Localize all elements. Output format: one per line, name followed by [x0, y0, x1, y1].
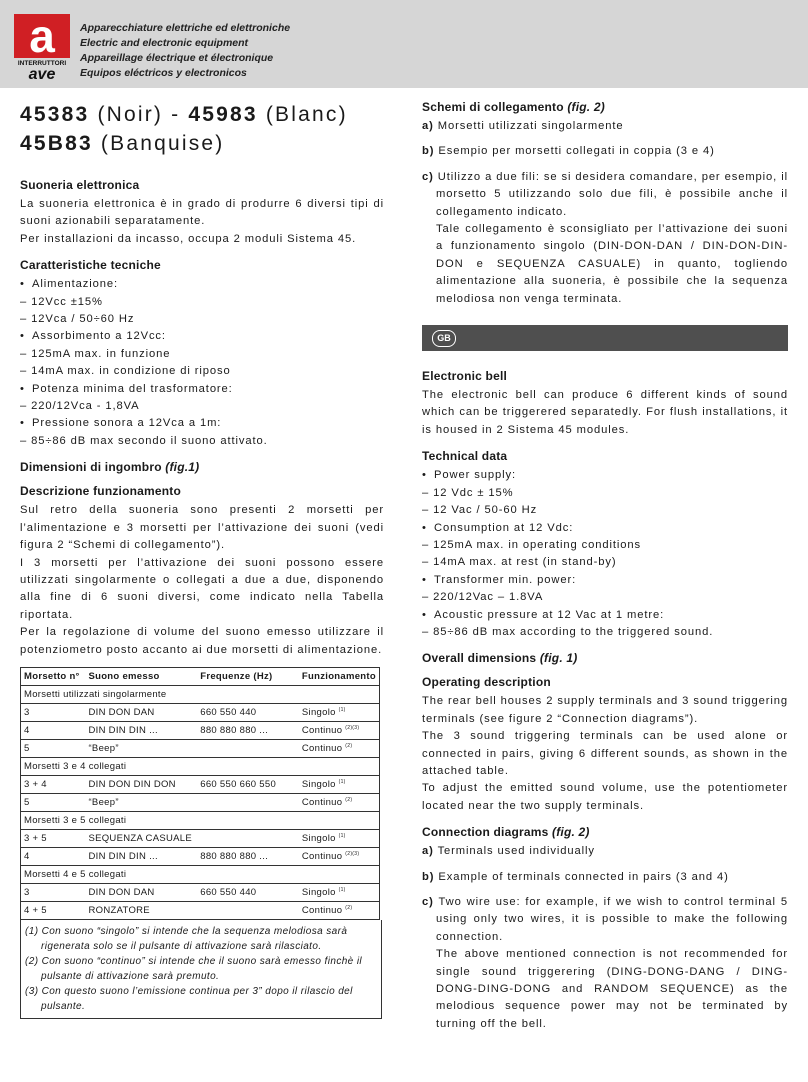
list-item: – 14mA max. at rest (in stand-by)	[422, 556, 617, 569]
it-tech-heading: Caratteristiche tecniche	[20, 258, 161, 273]
it-scheme-c: c) Utilizzo a due fili: se si desidera comandare, per esempio, il morsetto 5 utilizzando solo due fili, è possibile anche il collegamento indicato. Tale collegamento è sconsigliato per l’attivazione dei suoni a funzionamento singolo (DIN-DON-DAN / DIN-DON-DIN-DON e SEQUENZA CASUALE) in quanto, togliendo alimentazione alla suoneria, è possibile che la sequenza melodiosa non venga terminata.	[422, 170, 789, 305]
it-scheme-a: a) Morsetti utilizzati singolarmente	[422, 120, 624, 132]
it-tech-list	[20, 276, 384, 450]
right-column	[422, 100, 788, 1041]
it-desc-heading: Descrizione funzionamento	[20, 484, 182, 499]
table-row: 5 “Beep” Continuo $^{(2)}$	[21, 793, 380, 811]
it-schemes-heading: Schemi di collegamento (fig. 2)	[422, 100, 605, 114]
it-scheme-b: b) Esempio per morsetti collegati in coppia (3 e 4)	[422, 145, 715, 158]
list-item: • Alimentazione:	[20, 276, 384, 293]
en-tech-heading: Technical data	[422, 449, 508, 464]
table-row: 3 + 4 DIN DON DIN DON 660 550 660 550 Singolo $^{(1)}$	[21, 775, 380, 793]
list-item: • Power supply:	[422, 467, 788, 484]
table-notes	[20, 920, 382, 1019]
list-item: – 12Vca / 50÷60 Hz	[20, 313, 135, 326]
list-item: • Pressione sonora a 12Vca a 1m:	[20, 415, 384, 432]
list-item: – 12Vcc ±15%	[20, 295, 103, 308]
list-item: – 85÷86 dB max according to the triggered sound.	[422, 625, 714, 638]
page-header	[0, 0, 808, 88]
list-item: – 12 Vdc ± 15%	[422, 486, 514, 499]
list-item: – 12 Vac / 50-60 Hz	[422, 504, 538, 517]
list-item: • Acoustic pressure at 12 Vac at 1 metre:	[422, 607, 788, 624]
it-bell-paragraph: Per installazioni da incasso, occupa 2 moduli Sistema 45.	[20, 232, 357, 245]
it-bell-paragraph: La suoneria elettronica è in grado di produrre 6 diversi tipi di suoni azionabili separatamente.	[20, 198, 384, 228]
it-desc-paragraph: Sul retro della suoneria sono presenti 2 morsetti per l’alimentazione e 3 morsetti per l’attivazione dei suoni (vedi figura 2 “Schemi di collegamento”).	[20, 504, 384, 552]
brand-name: ave	[28, 66, 56, 80]
table-note: (1) Con suono “singolo” si intende che la sequenza melodiosa sarà rigenerata solo se il pulsante di attivazione sarà rilasciato.	[25, 925, 348, 952]
list-item: • Transformer min. power:	[422, 572, 788, 589]
table-group-title: Morsetti 3 e 5 collegati	[21, 811, 380, 829]
ave-logo-icon	[14, 14, 70, 80]
table-row: 3 + 5 SEQUENZA CASUALE Singolo $^{(1)}$	[21, 829, 380, 847]
left-column	[20, 100, 384, 1019]
en-bell-heading: Electronic bell	[422, 369, 508, 384]
en-desc-heading: Operating description	[422, 675, 551, 690]
list-item: • Potenza minima del trasformatore:	[20, 381, 384, 398]
header-descriptions	[80, 21, 290, 81]
table-row: 3 DIN DON DAN 660 550 440 Singolo $^{(1)}$	[21, 883, 380, 901]
table-row: 5 “Beep” Continuo $^{(2)}$	[21, 739, 380, 757]
list-item: • Consumption at 12 Vdc:	[422, 520, 788, 537]
table-row: 4 DIN DIN DIN ... 880 880 880 ... Continuo $^{(2)(3)}$	[21, 721, 380, 739]
en-dim-heading: Overall dimensions (fig. 1)	[422, 651, 578, 666]
header-line: Electric and electronic equipment	[80, 37, 249, 49]
table-note: (2) Con suono “continuo” si intende che il suono sarà emesso finchè il pulsante di attivazione sarà premuto.	[25, 955, 363, 982]
header-line: Apparecchiature elettriche ed elettroniche	[80, 22, 291, 34]
table-row: 3 DIN DON DAN 660 550 440 Singolo $^{(1)}$	[21, 703, 380, 721]
list-item: – 125mA max. in operating conditions	[422, 538, 641, 551]
gb-section-bar	[422, 325, 788, 351]
sound-table	[20, 667, 380, 920]
table-group-title: Morsetti 4 e 5 collegati	[21, 865, 380, 883]
table-group-title: Morsetti utilizzati singolarmente	[21, 685, 380, 703]
it-desc-paragraph: Per la regolazione di volume del suono emesso utilizzare il potenziometro posto accanto ai due morsetti di alimentazione.	[20, 626, 384, 656]
product-title: 45383 (Noir) - 45983 (Blanc) 45B83 (Banquise)	[20, 103, 348, 155]
en-desc-paragraph: The 3 sound triggering terminals can be used alone or connected in pairs, giving 6 different sounds, as shown in the attached table.	[422, 730, 788, 777]
brand-letter: a	[29, 14, 55, 62]
table-header-row: Morsetto n° Suono emesso Frequenze (Hz) Funzionamento	[21, 667, 380, 685]
list-item: – 125mA max. in funzione	[20, 347, 171, 360]
list-item: • Assorbimento a 12Vcc:	[20, 328, 384, 345]
table-group-title: Morsetti 3 e 4 collegati	[21, 757, 380, 775]
table-row: 4 + 5 RONZATORE Continuo $^{(2)}$	[21, 901, 380, 919]
table-row: 4 DIN DIN DIN ... 880 880 880 ... Continuo $^{(2)(3)}$	[21, 847, 380, 865]
header-line: Equipos eléctricos y electronicos	[80, 67, 247, 79]
list-item: – 85÷86 dB max secondo il suono attivato.	[20, 434, 268, 447]
it-dim-heading: Dimensioni di ingombro (fig.1)	[20, 460, 200, 475]
en-conn-heading: Connection diagrams (fig. 2)	[422, 825, 590, 840]
gb-flag-icon: GB	[432, 330, 456, 347]
en-desc-paragraph: The rear bell houses 2 supply terminals and 3 sound triggering terminals (see figure 2 “Connection diagrams”).	[422, 695, 788, 725]
it-bell-heading: Suoneria elettronica	[20, 178, 140, 192]
en-conn-c: c) Two wire use: for example, if we wish to control terminal 5 using only two wires, it is possible to make the following connection. The above mentioned connection is not recommended for single sound triggerering (DING-DONG-DANG / DING-DONG-DING-DONG and RANDOM SEQUENCE) as the melodious sequence power may not be terminated by turning off the bell.	[422, 896, 788, 1030]
header-line: Appareillage électrique et électronique	[80, 52, 274, 64]
brand-small: INTERRUTTORI	[17, 60, 67, 67]
en-tech-list	[422, 467, 788, 641]
table-note: (3) Con questo suono l’emissione continua per 3” dopo il rilascio del pulsante.	[25, 985, 353, 1012]
en-conn-b: b) Example of terminals connected in pairs (3 and 4)	[422, 870, 729, 883]
list-item: – 220/12Vac – 1.8VA	[422, 591, 544, 604]
en-bell-paragraph: The electronic bell can produce 6 different kinds of sound which can be triggerered separatedly. For flush installations, it is housed in 2 Sistema 45 modules.	[422, 389, 788, 436]
it-desc-paragraph: I 3 morsetti per l’attivazione dei suoni possono essere utilizzati singolarmente o collegati a due a due, disponendo alla fine di 6 suoni diversi, come indicato nella Tabella riportata.	[20, 556, 384, 621]
en-conn-a: a) Terminals used individually	[422, 845, 595, 858]
list-item: – 220/12Vca - 1,8VA	[20, 400, 140, 413]
list-item: – 14mA max. in condizione di riposo	[20, 365, 231, 378]
en-desc-paragraph: To adjust the emitted sound volume, use the potentiometer located near the two supply terminals.	[422, 782, 788, 812]
